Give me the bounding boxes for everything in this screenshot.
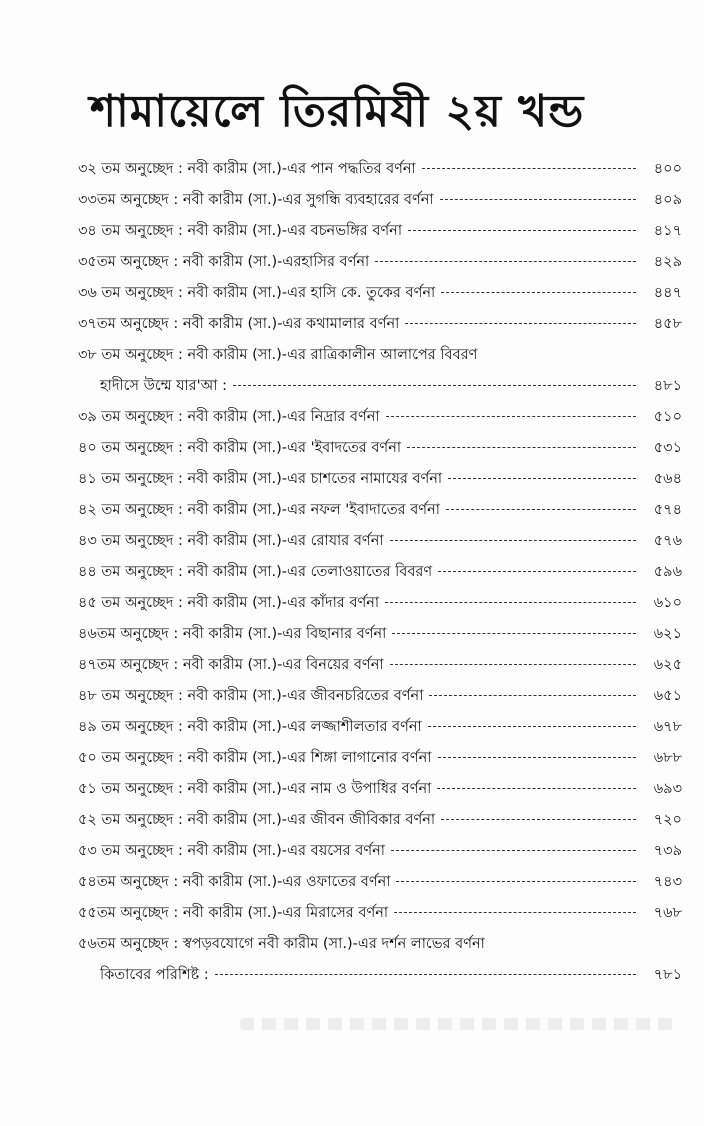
toc-dash-leader: [438, 757, 637, 758]
toc-dash-leader: [438, 571, 636, 572]
toc-page-number: ৭৮১: [653, 967, 682, 983]
toc-page-number: ৭৬৮: [653, 905, 682, 921]
toc-dash-leader: [391, 850, 636, 851]
toc-dash-leader: [392, 633, 636, 634]
toc-dash-leader: [405, 323, 636, 324]
toc-entry: [78, 654, 682, 685]
toc-dash-leader: [386, 416, 636, 417]
toc-entry: [78, 437, 682, 468]
toc-entry: [78, 902, 682, 933]
toc-page-number: ৬৫১: [653, 688, 682, 704]
toc-dash-leader: [437, 788, 636, 789]
toc-entry: [78, 685, 682, 716]
toc-entry: [78, 282, 682, 313]
toc-entry-title: ৩৭তম অনুচ্ছেদ : নবী কারীম (সা.)-এর কথামালার বর্ণনা: [78, 316, 400, 332]
toc-entry: [78, 375, 682, 406]
toc-page-number: ৭২০: [653, 812, 682, 828]
toc-entry: [78, 778, 682, 809]
toc-entry-title: ৩৩তম অনুচ্ছেদ : নবী কারীম (সা.)-এর সুগন্ধি ব্যবহারের বর্ণনা: [78, 192, 434, 208]
toc-entry-title: ৫৩ তম অনুচ্ছেদ : নবী কারীম (সা.)-এর বয়সের বর্ণনা: [78, 843, 385, 859]
toc-entry: [78, 313, 682, 344]
toc-entry: [78, 623, 682, 654]
toc-dash-leader: [390, 540, 636, 541]
toc-entry-title: ৪২ তম অনুচ্ছেদ : নবী কারীম (সা.)-এর নফল 'ইবাদাতের বর্ণনা: [78, 502, 440, 518]
toc-entry: [78, 158, 682, 189]
toc-dash-leader: [390, 664, 636, 665]
toc-page-number: ৫৯৬: [653, 564, 682, 580]
toc-entry: [78, 747, 682, 778]
toc-dash-leader: [408, 230, 636, 231]
toc-page-number: ৬১০: [653, 595, 682, 611]
toc-dash-leader: [429, 695, 636, 696]
toc-page-number: ৪৫৮: [653, 316, 682, 332]
toc-entry-title: ৪৫ তম অনুচ্ছেদ : নবী কারীম (সা.)-এর কাঁদার বর্ণনা: [78, 595, 380, 611]
toc-entry-title: ৪৪ তম অনুচ্ছেদ : নবী কারীম (সা.)-এর তেলাওয়াতের বিবরণ: [78, 564, 433, 580]
toc-entry: [78, 530, 682, 561]
toc-dash-leader: [375, 261, 636, 262]
toc-page-number: ৪১৭: [653, 223, 682, 239]
toc-dash-leader: [233, 385, 636, 386]
toc-entry: [78, 251, 682, 282]
toc-page-number: ৬৯৩: [653, 781, 682, 797]
toc-entry-title: কিতাবের পরিশিষ্ট :: [100, 967, 209, 983]
toc-entry: [78, 189, 682, 220]
toc-dash-leader: [446, 509, 636, 510]
toc-page-number: ৫৭৬: [653, 533, 682, 549]
toc-dash-leader: [422, 168, 636, 169]
toc-dash-leader: [394, 912, 636, 913]
toc-page-number: ৭৪৩: [653, 874, 682, 890]
toc-entry-title: হাদীসে উম্মে যার'আ :: [100, 378, 228, 394]
toc-entry-title: ৫৪তম অনুচ্ছেদ : নবী কারীম (সা.)-এর ওফাতের বর্ণনা: [78, 874, 391, 890]
toc-page-number: ৬৮৮: [653, 750, 682, 766]
page-title: শামায়েলে তিরমিযী ২য় খন্ড: [90, 86, 585, 137]
toc-page-number: ৬২৫: [653, 657, 682, 673]
toc-page-number: ৭৩৯: [653, 843, 682, 859]
toc-entry-title: ৩২ তম অনুচ্ছেদ : নবী কারীম (সা.)-এর পান পদ্ধতির বর্ণনা: [78, 161, 416, 177]
toc-entry: [78, 561, 682, 592]
toc-entry-title: ৫২ তম অনুচ্ছেদ : নবী কারীম (সা.)-এর জীবন জীবিকার বর্ণনা: [78, 812, 436, 828]
toc-page-number: ৫৩১: [653, 440, 682, 456]
toc-dash-leader: [441, 819, 636, 820]
toc-page-number: ৫৭৪: [653, 502, 682, 518]
toc-entry: [78, 840, 682, 871]
toc-dash-leader: [441, 292, 636, 293]
toc-entry: [78, 871, 682, 902]
toc-entry-title: ৫৬তম অনুচ্ছেদ : স্বপড়বযোগে নবী কারীম (সা.)-এর দর্শন লাভের বর্ণনা: [78, 936, 485, 952]
toc-page-number: ৪৪৭: [653, 285, 682, 301]
toc-dash-leader: [215, 974, 636, 975]
toc-entry: [78, 933, 682, 964]
toc-entry-title: ৪৮ তম অনুচ্ছেদ : নবী কারীম (সা.)-এর জীবনচরিতের বর্ণনা: [78, 688, 424, 704]
bleed-through-text: [240, 1018, 680, 1030]
toc-entry-title: ৫৫তম অনুচ্ছেদ : নবী কারীম (সা.)-এর মিরাসের বর্ণনা: [78, 905, 389, 921]
toc-entry-title: ৩৫তম অনুচ্ছেদ : নবী কারীম (সা.)-এরহাসির বর্ণনা: [78, 254, 370, 270]
toc-dash-leader: [440, 199, 636, 200]
toc-entry: [78, 344, 682, 375]
table-of-contents: [78, 158, 682, 995]
toc-entry: [78, 592, 682, 623]
toc-entry-title: ৫১ তম অনুচ্ছেদ : নবী কারীম (সা.)-এর নাম ও উপাধির বর্ণনা: [78, 781, 432, 797]
toc-entry-title: ৪১ তম অনুচ্ছেদ : নবী কারীম (সা.)-এর চাশতের নামাযের বর্ণনা: [78, 471, 443, 487]
toc-entry-title: ৩৯ তম অনুচ্ছেদ : নবী কারীম (সা.)-এর নিদ্রার বর্ণনা: [78, 409, 380, 425]
toc-dash-leader: [385, 602, 636, 603]
toc-entry-title: ৪০ তম অনুচ্ছেদ : নবী কারীম (সা.)-এর 'ইবাদতের বর্ণনা: [78, 440, 402, 456]
toc-entry: [78, 809, 682, 840]
toc-entry: [78, 406, 682, 437]
toc-page-number: ৫১০: [653, 409, 682, 425]
toc-entry-title: ৪৩ তম অনুচ্ছেদ : নবী কারীম (সা.)-এর রোযার বর্ণনা: [78, 533, 384, 549]
toc-entry-title: ৪৭তম অনুচ্ছেদ : নবী কারীম (সা.)-এর বিনয়ের বর্ণনা: [78, 657, 384, 673]
toc-dash-leader: [407, 447, 636, 448]
toc-entry: [78, 716, 682, 747]
toc-entry: [78, 499, 682, 530]
toc-page-number: ৪৮১: [653, 378, 682, 394]
toc-page-number: ৪০০: [653, 161, 682, 177]
toc-entry: [78, 964, 682, 995]
toc-entry-title: ৫০ তম অনুচ্ছেদ : নবী কারীম (সা.)-এর শিঙ্গা লাগানোর বর্ণনা: [78, 750, 432, 766]
toc-entry-title: ৩৪ তম অনুচ্ছেদ : নবী কারীম (সা.)-এর বচনভঙ্গির বর্ণনা: [78, 223, 403, 239]
toc-page-number: ৫৬৪: [653, 471, 682, 487]
toc-entry-title: ৩৮ তম অনুচ্ছেদ : নবী কারীম (সা.)-এর রাত্রিকালীন আলাপের বিবরণ: [78, 347, 478, 363]
toc-page-number: ৪২৯: [653, 254, 682, 270]
toc-dash-leader: [428, 726, 636, 727]
toc-page-number: ৬৭৮: [653, 719, 682, 735]
toc-entry-title: ৩৬ তম অনুচ্ছেদ : নবী কারীম (সা.)-এর হাসি কে. তুকের বর্ণনা: [78, 285, 436, 301]
toc-page-number: ৪০৯: [653, 192, 682, 208]
toc-dash-leader: [448, 478, 636, 479]
toc-entry-title: ৪৯ তম অনুচ্ছেদ : নবী কারীম (সা.)-এর লজ্জাশীলতার বর্ণনা: [78, 719, 422, 735]
toc-entry: [78, 220, 682, 251]
toc-page-number: ৬২১: [653, 626, 682, 642]
toc-dash-leader: [396, 881, 636, 882]
toc-entry: [78, 468, 682, 499]
toc-entry-title: ৪৬তম অনুচ্ছেদ : নবী কারীম (সা.)-এর বিছানার বর্ণনা: [78, 626, 387, 642]
